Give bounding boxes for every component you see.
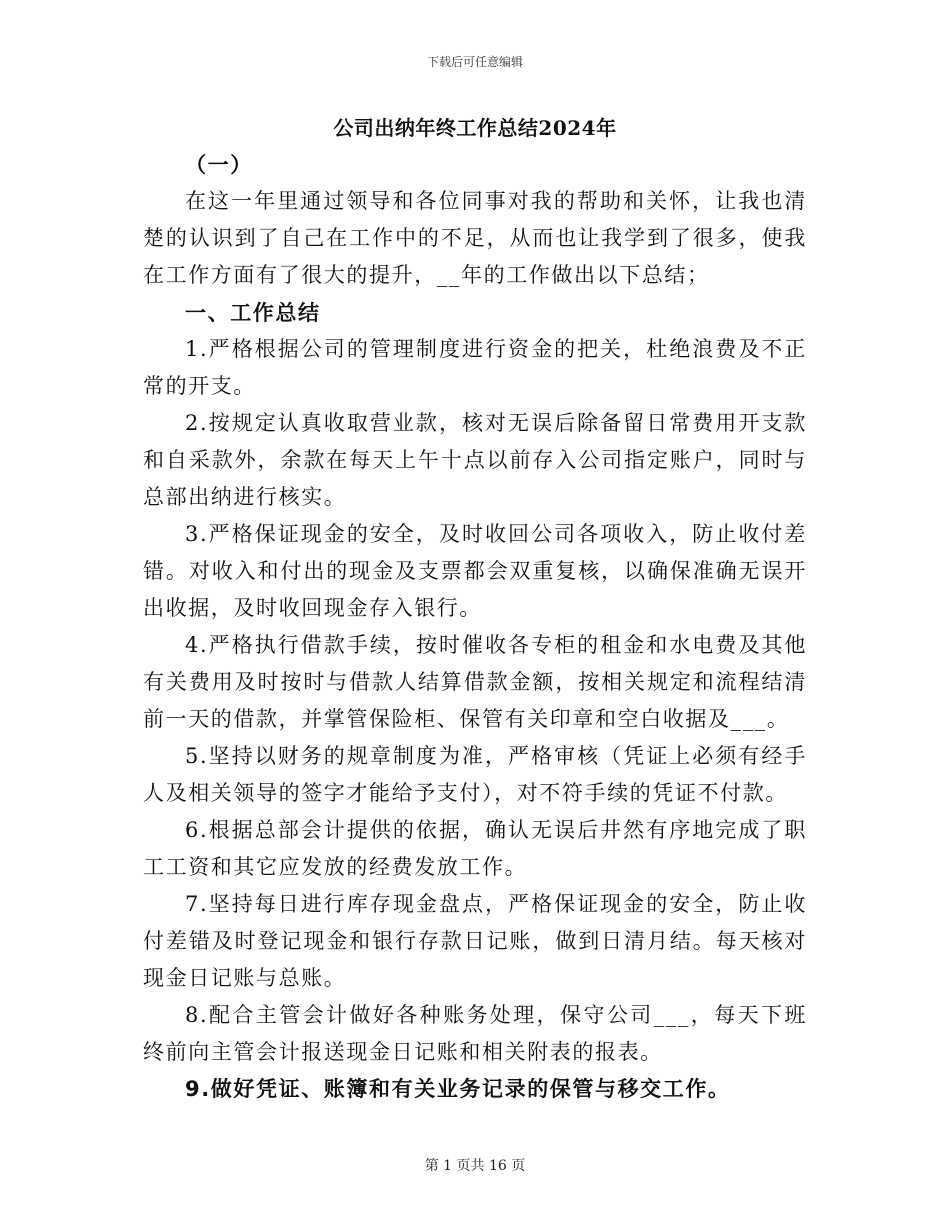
list-item: 6.根据总部会计提供的依据，确认无误后井然有序地完成了职工工资和其它应发放的经费发放工作。: [143, 818, 807, 879]
list-item: 8.配合主管会计做好各种账务处理，保守公司___，每天下班终前向主管会计报送现金日记账和相关附表的报表。: [143, 1003, 807, 1064]
list-item: 3.严格保证现金的安全，及时收回公司各项收入，防止收付差错。对收入和付出的现金及支票都会双重复核，以确保准确无误开出收据，及时收回现金存入银行。: [143, 522, 807, 620]
list-item: 1.严格根据公司的管理制度进行资金的把关，杜绝浪费及不正常的开支。: [143, 337, 807, 398]
list-item: 5.坚持以财务的规章制度为准，严格审核（凭证上必须有经手人及相关领导的签字才能给予支付），对不符手续的凭证不付款。: [143, 744, 807, 805]
page-indicator: 第 1 页共 16 页: [424, 1158, 526, 1174]
intro-paragraph: 在这一年里通过领导和各位同事对我的帮助和关怀，让我也清楚的认识到了自己在工作中的不足，从而也让我学到了很多，使我在工作方面有了很大的提升，__年的工作做出以下总结；: [143, 189, 807, 287]
document-body: [143, 146, 807, 1108]
section-heading: 一、工作总结: [185, 300, 321, 325]
section-label: （一）: [185, 152, 253, 177]
list-item: 9.做好凭证、账簿和有关业务记录的保管与移交工作。: [185, 1077, 731, 1101]
list-item: 4.严格执行借款手续，按时催收各专柜的租金和水电费及其他有关费用及时按时与借款人结算借款金额，按相关规定和流程结清前一天的借款，并掌管保险柜、保管有关印章和空白收据及___。: [143, 633, 807, 731]
list-item: 7.坚持每日进行库存现金盘点，严格保证现金的安全，防止收付差错及时登记现金和银行存款日记账，做到日清月结。每天核对现金日记账与总账。: [143, 892, 807, 990]
header-note: 下载后可任意编辑: [426, 55, 523, 69]
list-item: 2.按规定认真收取营业款，核对无误后除备留日常费用开支款和自采款外，余款在每天上午十点以前存入公司指定账户，同时与总部出纳进行核实。: [143, 411, 807, 509]
document-title: 公司出纳年终工作总结2024年: [333, 116, 617, 140]
